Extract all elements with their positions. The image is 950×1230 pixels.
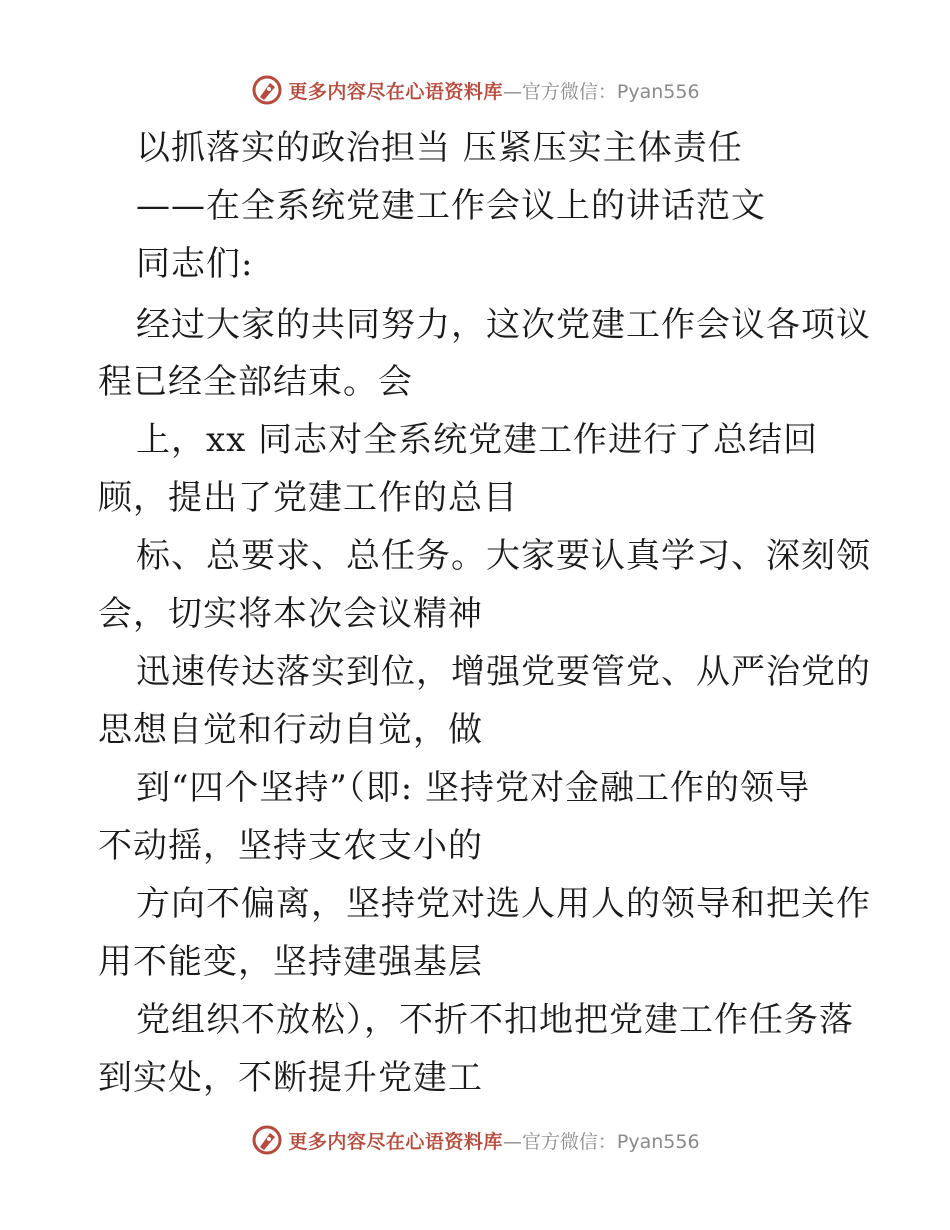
- paragraph-line: 到实处，不断提升党建工: [98, 1058, 483, 1098]
- watermark-wechat-text: —官方微信：Pyan556: [502, 1130, 700, 1153]
- header-watermark: [0, 70, 950, 110]
- watermark-wechat-text: —官方微信：Pyan556: [502, 80, 700, 103]
- paragraph-line: 程已经全部结束。会: [98, 362, 413, 402]
- paragraph-line: 顾，提出了党建工作的总目: [98, 478, 518, 518]
- paragraph-line: 上，xx 同志对全系统党建工作进行了总结回: [136, 420, 819, 460]
- paragraph-line: 会，切实将本次会议精神: [98, 594, 483, 634]
- pen-nib-circle-icon: [250, 1123, 284, 1157]
- watermark-brand-text: 更多内容尽在心语资料库: [288, 1130, 503, 1153]
- paragraph-line: 用不能变，坚持建强基层: [98, 942, 483, 982]
- paragraph-line: 经过大家的共同努力，这次党建工作会议各项议: [136, 305, 871, 345]
- footer-watermark: [0, 1120, 950, 1160]
- paragraph-line: 党组织不放松），不折不扣地把党建工作任务落: [136, 1000, 854, 1040]
- salutation: 同志们:: [136, 244, 254, 284]
- document-title: 以抓落实的政治担当 压紧压实主体责任: [136, 128, 743, 168]
- paragraph-line: 不动摇，坚持支农支小的: [98, 826, 483, 866]
- paragraph-line: 方向不偏离，坚持党对选人用人的领导和把关作: [136, 884, 871, 924]
- paragraph-line: 迅速传达落实到位，增强党要管党、从严治党的: [136, 652, 871, 692]
- watermark-brand-text: 更多内容尽在心语资料库: [288, 80, 503, 103]
- paragraph-line: 思想自觉和行动自觉，做: [98, 710, 483, 750]
- paragraph-line: 标、总要求、总任务。大家要认真学习、深刻领: [136, 536, 871, 576]
- pen-nib-circle-icon: [250, 73, 284, 107]
- document-subtitle: ——在全系统党建工作会议上的讲话范文: [136, 186, 766, 226]
- paragraph-line: 到“四个坚持”（即: 坚持党对金融工作的领导: [136, 768, 811, 808]
